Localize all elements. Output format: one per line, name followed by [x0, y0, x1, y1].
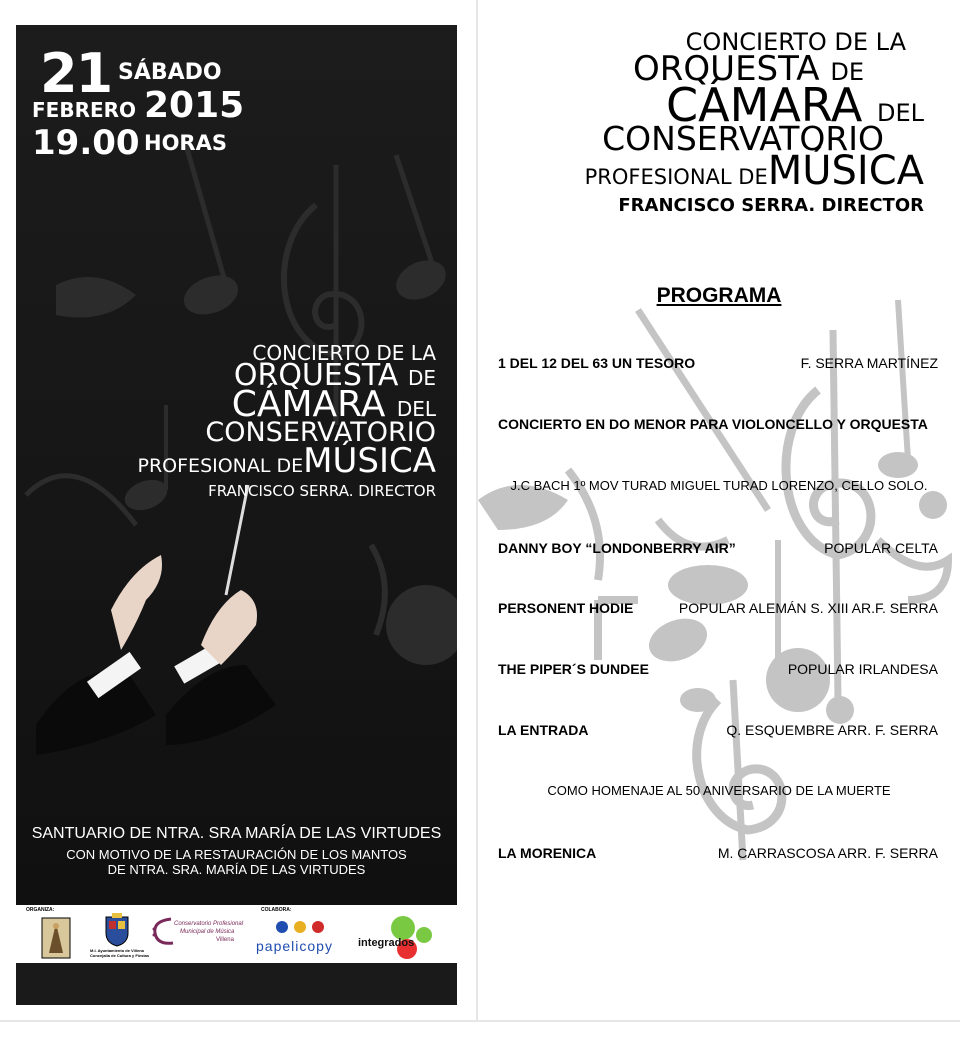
- program-title-line-4: CONSERVATORIO: [602, 119, 884, 158]
- program-title-director: FRANCISCO SERRA. DIRECTOR: [618, 195, 924, 216]
- title-de: DE: [407, 366, 436, 390]
- venue-line-3: DE NTRA. SRA. MARÍA DE LAS VIRTUDES: [107, 862, 366, 877]
- title-orquesta: ORQUESTA: [233, 358, 399, 393]
- program-composer: M. CARRASCOSA ARR. F. SERRA: [717, 845, 938, 861]
- conductor-hands-image: [36, 485, 276, 755]
- papelicopy-logo: papelicopy: [256, 938, 333, 954]
- colabora-label: COLABORA:: [261, 907, 292, 913]
- title-line-1: CONCIERTO DE LA: [252, 341, 436, 365]
- program-work: CONCIERTO EN DO MENOR PARA VIOLONCELLO Y ORQUESTA: [498, 416, 928, 432]
- program-title-musica: MÚSICA: [767, 148, 924, 194]
- program-work: LA ENTRADA: [498, 722, 589, 738]
- program-title: [478, 30, 924, 215]
- conservatorio-logo-icon: [151, 917, 175, 947]
- concierto-detail: J.C BACH 1º MOV TURAD MIGUEL TURAD LORENZO, CELLO SOLO.: [510, 478, 928, 493]
- venue-info: [16, 825, 457, 877]
- program-title-de: DE: [830, 58, 864, 86]
- program-composer: POPULAR IRLANDESA: [787, 661, 938, 677]
- program-title-del: DEL: [876, 99, 924, 127]
- poster-footer-bar: [16, 963, 457, 1005]
- program-title-line-1: CONCIERTO DE LA: [685, 28, 906, 56]
- date-time: 19.00: [32, 123, 140, 163]
- program-work: THE PIPER´S DUNDEE: [498, 661, 649, 677]
- program-title-line-5: [478, 148, 924, 194]
- poster-panel: [16, 25, 457, 905]
- date-hours-label: HORAS: [144, 131, 227, 155]
- sponsor-logos: [16, 905, 457, 963]
- program-title-camara: CÁMARA: [666, 78, 863, 132]
- date-year: 2015: [144, 85, 245, 126]
- program-composer: Q. ESQUEMBRE ARR. F. SERRA: [726, 722, 938, 738]
- ayuntamiento-caption-2: Concejalía de Cultura y Fiestas: [90, 953, 150, 958]
- ayuntamiento-caption-1: M.I. Ayuntamiento de Villena: [90, 948, 144, 953]
- venue-line-2: CON MOTIVO DE LA RESTAURACIÓN DE LOS MANTOS: [66, 847, 407, 862]
- date-weekday: SÁBADO: [118, 60, 222, 85]
- program-panel: [478, 0, 960, 1020]
- program-work: LA MORENICA: [498, 845, 597, 861]
- program-title-orquesta: ORQUESTA: [633, 49, 820, 89]
- conservatorio-caption-2: Municipal de Música: [180, 929, 235, 935]
- program-composer: F. SERRA MARTÍNEZ: [800, 355, 938, 371]
- date-day: 21: [40, 42, 112, 105]
- date-month: FEBRERO: [32, 98, 137, 122]
- poster-title: [16, 343, 436, 499]
- title-profesional: PROFESIONAL DE: [137, 455, 304, 477]
- program-work: PERSONENT HODIE: [498, 600, 634, 616]
- title-camara: CÁMARA: [231, 384, 386, 425]
- venue-line-1: SANTUARIO DE NTRA. SRA MARÍA DE LAS VIRTUDES: [31, 825, 442, 842]
- organiza-label: ORGANIZA:: [26, 907, 55, 913]
- virgin-image-logo: [41, 917, 71, 959]
- title-del: DEL: [396, 397, 436, 421]
- conservatorio-caption-1: Conservatorio Profesional: [174, 921, 244, 927]
- program-work: DANNY BOY “LONDONBERRY AIR”: [498, 540, 736, 556]
- title-director: FRANCISCO SERRA. DIRECTOR: [208, 482, 436, 500]
- integrados-logo: integrados: [358, 937, 415, 949]
- papelicopy-icons: [274, 919, 334, 935]
- programa-heading: PROGRAMA: [656, 284, 782, 307]
- outer-frame-bottom: [0, 1020, 960, 1022]
- homenaje-note: COMO HOMENAJE AL 50 ANIVERSARIO DE LA MUERTE: [547, 783, 891, 798]
- title-line-4: CONSERVATORIO: [205, 417, 436, 448]
- ayuntamiento-shield-logo: [104, 913, 130, 947]
- program-composer: POPULAR ALEMÁN S. XIII AR.F. SERRA: [678, 600, 938, 616]
- program-composer: POPULAR CELTA: [824, 540, 938, 556]
- title-line-5: [16, 441, 436, 481]
- title-musica: MÚSICA: [303, 441, 436, 481]
- conservatorio-caption-3: Villena: [216, 937, 234, 943]
- program-work: 1 DEL 12 DEL 63 UN TESORO: [498, 355, 696, 371]
- program-title-profesional: PROFESIONAL DE: [584, 165, 768, 189]
